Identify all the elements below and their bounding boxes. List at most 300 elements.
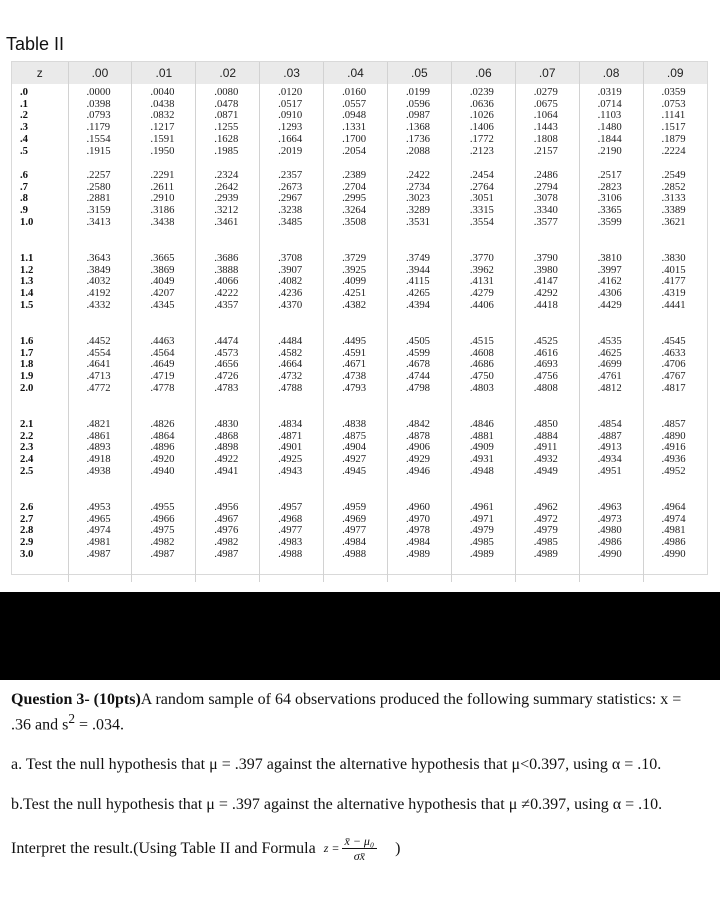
probability-value: .4945 (342, 464, 367, 477)
probability-value: .3106 (597, 192, 622, 205)
probability-value: .4767 (661, 370, 686, 383)
probability-value: .4842 (405, 418, 430, 430)
column-header: .06 (451, 62, 515, 84)
probability-value: .1255 (214, 121, 239, 134)
probability-value: .3365 (597, 204, 622, 217)
probability-value: .3461 (214, 215, 239, 228)
probability-value: .4495 (342, 335, 367, 347)
probability-value: .4986 (661, 536, 686, 549)
column-header: z (12, 62, 68, 84)
probability-value: .4474 (214, 335, 239, 347)
probability-value: .4929 (405, 453, 430, 466)
probability-value: .4162 (597, 275, 622, 288)
probability-value: .0040 (150, 86, 175, 98)
table-title: Table II (6, 34, 65, 54)
z-value: .0 (20, 86, 29, 98)
probability-value: .4772 (86, 381, 111, 394)
probability-value: .4987 (150, 547, 175, 560)
probability-value: .4671 (342, 358, 367, 371)
probability-value: .4976 (214, 524, 239, 537)
z-value: .5 (20, 144, 29, 157)
probability-value: .0596 (405, 97, 430, 110)
probability-value: .3264 (342, 204, 367, 217)
probability-cell (68, 84, 132, 167)
z-value-cell (12, 167, 68, 250)
probability-value: .1480 (597, 121, 622, 134)
z-value-cell (12, 416, 68, 499)
probability-value: .4916 (661, 441, 686, 454)
probability-value: .1026 (469, 109, 494, 122)
probability-cell (451, 167, 515, 250)
probability-cell (196, 333, 260, 416)
probability-value: .1700 (342, 132, 367, 145)
probability-cell (324, 167, 388, 250)
probability-cell (451, 250, 515, 333)
probability-value: .0987 (405, 109, 430, 122)
probability-value: .4968 (278, 512, 303, 525)
probability-value: .2257 (86, 169, 111, 181)
probability-value: .3413 (86, 215, 111, 228)
probability-value: .0557 (342, 97, 367, 110)
probability-value: .4878 (405, 429, 430, 442)
probability-cell (643, 84, 707, 167)
probability-value: .4938 (86, 464, 111, 477)
probability-value: .1331 (342, 121, 367, 134)
probability-value: .3621 (661, 215, 686, 228)
probability-value: .2794 (533, 180, 558, 193)
probability-value: .2422 (405, 169, 430, 181)
z-value: 2.6 (20, 501, 34, 513)
probability-cell (132, 167, 196, 250)
z-value: 1.7 (20, 346, 34, 359)
probability-cell (132, 84, 196, 167)
probability-value: .4750 (469, 370, 494, 383)
probability-value: .1950 (150, 144, 175, 157)
probability-value: .2019 (278, 144, 303, 157)
probability-value: .4608 (469, 346, 494, 359)
probability-value: .4962 (533, 501, 558, 513)
part-a-text: a. Test the null hypothesis that μ = .397 against the alternative hypothesis that μ<0.397, using α = .10. (11, 756, 662, 774)
probability-cell (324, 84, 388, 167)
probability-value: .4957 (278, 501, 303, 513)
probability-value: .4932 (533, 453, 558, 466)
probability-cell (387, 250, 451, 333)
probability-value: .4394 (405, 298, 430, 311)
probability-value: .4761 (597, 370, 622, 383)
probability-value: .4783 (214, 381, 239, 394)
probability-cell (68, 250, 132, 333)
probability-value: .1064 (533, 109, 558, 122)
probability-value: .4982 (150, 536, 175, 549)
probability-value: .1368 (405, 121, 430, 134)
table-row-block (12, 499, 707, 582)
probability-value: .4936 (661, 453, 686, 466)
probability-value: .2454 (469, 169, 494, 181)
probability-value: .2734 (405, 180, 430, 193)
probability-cell (196, 84, 260, 167)
probability-cell (68, 333, 132, 416)
probability-value: .4726 (214, 370, 239, 383)
probability-value: .4989 (469, 547, 494, 560)
probability-value: .4959 (342, 501, 367, 513)
probability-value: .4838 (342, 418, 367, 430)
probability-value: .1443 (533, 121, 558, 134)
probability-value: .4875 (342, 429, 367, 442)
probability-value: .4931 (469, 453, 494, 466)
probability-value: .4980 (597, 524, 622, 537)
formula-lhs: z = (323, 841, 340, 856)
probability-value: .4911 (533, 441, 558, 454)
probability-value: .4913 (597, 441, 622, 454)
probability-value: .4966 (150, 512, 175, 525)
probability-value: .4147 (533, 275, 558, 288)
probability-value: .4941 (214, 464, 239, 477)
probability-value: .4625 (597, 346, 622, 359)
z-value: 1.6 (20, 335, 34, 347)
probability-value: .3315 (469, 204, 494, 217)
probability-value: .1141 (661, 109, 686, 122)
probability-value: .4960 (405, 501, 430, 513)
probability-value: .4582 (278, 346, 303, 359)
probability-value: .4984 (405, 536, 430, 549)
z-value: .4 (20, 132, 29, 145)
probability-value: .4864 (150, 429, 175, 442)
probability-value: .4192 (86, 287, 111, 300)
probability-cell (196, 499, 260, 582)
probability-value: .4798 (405, 381, 430, 394)
probability-value: .4418 (533, 298, 558, 311)
probability-value: .4983 (278, 536, 303, 549)
probability-value: .1844 (597, 132, 622, 145)
z-value: 1.2 (20, 263, 34, 276)
probability-value: .4990 (661, 547, 686, 560)
probability-value: .0832 (150, 109, 175, 122)
probability-value: .4896 (150, 441, 175, 454)
probability-value: .4920 (150, 453, 175, 466)
probability-cell (196, 167, 260, 250)
z-value: 1.8 (20, 358, 34, 371)
probability-value: .3554 (469, 215, 494, 228)
probability-value: .4713 (86, 370, 111, 383)
probability-value: .4989 (405, 547, 430, 560)
probability-value: .3531 (405, 215, 430, 228)
z-table-container (11, 61, 708, 575)
probability-value: .4927 (342, 453, 367, 466)
probability-value: .4985 (533, 536, 558, 549)
probability-value: .4345 (150, 298, 175, 311)
formula-fraction (342, 834, 378, 863)
probability-value: .3238 (278, 204, 303, 217)
probability-value: .3643 (86, 252, 111, 264)
probability-value: .3159 (86, 204, 111, 217)
z-value: 2.1 (20, 418, 34, 430)
table-row-block (12, 333, 707, 416)
probability-cell (196, 416, 260, 499)
probability-cell (515, 499, 579, 582)
probability-value: .4633 (661, 346, 686, 359)
probability-value: .4984 (342, 536, 367, 549)
probability-value: .2852 (661, 180, 686, 193)
probability-value: .4986 (597, 536, 622, 549)
probability-value: .3708 (278, 252, 303, 264)
z-value: 3.0 (20, 547, 34, 560)
z-value: .7 (20, 180, 29, 193)
probability-value: .4975 (150, 524, 175, 537)
probability-value: .2486 (533, 169, 558, 181)
probability-value: .3749 (405, 252, 430, 264)
probability-value: .4969 (342, 512, 367, 525)
probability-cell (132, 499, 196, 582)
probability-cell (132, 416, 196, 499)
probability-cell (387, 167, 451, 250)
probability-value: .4279 (469, 287, 494, 300)
probability-value: .4535 (597, 335, 622, 347)
z-value: 2.4 (20, 453, 34, 466)
probability-value: .4990 (597, 547, 622, 560)
z-value: .8 (20, 192, 29, 205)
z-value: 1.0 (20, 215, 34, 228)
probability-cell (579, 84, 643, 167)
probability-value: .1554 (86, 132, 111, 145)
probability-value: .4956 (214, 501, 239, 513)
probability-value: .4906 (405, 441, 430, 454)
probability-value: .4463 (150, 335, 175, 347)
question-intro-end: = .034. (75, 716, 125, 734)
probability-value: .3849 (86, 263, 111, 276)
probability-value: .4015 (661, 263, 686, 276)
probability-cell (260, 167, 324, 250)
probability-value: .1985 (214, 144, 239, 157)
probability-cell (515, 416, 579, 499)
probability-value: .4977 (342, 524, 367, 537)
probability-value: .4049 (150, 275, 175, 288)
probability-value: .4974 (661, 512, 686, 525)
probability-value: .3186 (150, 204, 175, 217)
probability-value: .2224 (661, 144, 686, 157)
probability-value: .4973 (597, 512, 622, 525)
probability-value: .4803 (469, 381, 494, 394)
probability-value: .2939 (214, 192, 239, 205)
probability-value: .4131 (469, 275, 494, 288)
probability-value: .4857 (661, 418, 686, 430)
probability-value: .2054 (342, 144, 367, 157)
probability-value: .4887 (597, 429, 622, 442)
column-header: .03 (260, 62, 324, 84)
probability-value: .4934 (597, 453, 622, 466)
probability-cell (451, 499, 515, 582)
probability-cell (324, 250, 388, 333)
probability-value: .4978 (405, 524, 430, 537)
probability-value: .4861 (86, 429, 111, 442)
probability-value: .4812 (597, 381, 622, 394)
probability-value: .4222 (214, 287, 239, 300)
probability-cell (196, 250, 260, 333)
z-table (12, 62, 707, 582)
probability-value: .4854 (597, 418, 622, 430)
probability-value: .4545 (661, 335, 686, 347)
table-row-block (12, 250, 707, 333)
probability-value: .4890 (661, 429, 686, 442)
probability-value: .3997 (597, 263, 622, 276)
probability-value: .3340 (533, 204, 558, 217)
probability-value: .2642 (214, 180, 239, 193)
probability-value: .0675 (533, 97, 558, 110)
probability-value: .0160 (342, 86, 367, 98)
column-header: .04 (324, 62, 388, 84)
probability-value: .4893 (86, 441, 111, 454)
probability-value: .4970 (405, 512, 430, 525)
probability-value: .1879 (661, 132, 686, 145)
z-value: 2.0 (20, 381, 34, 394)
probability-value: .2580 (86, 180, 111, 193)
probability-value: .4946 (405, 464, 430, 477)
probability-value: .4515 (469, 335, 494, 347)
probability-cell (643, 167, 707, 250)
probability-value: .1772 (469, 132, 494, 145)
probability-value: .4564 (150, 346, 175, 359)
probability-value: .4971 (469, 512, 494, 525)
question-intro (11, 690, 696, 734)
probability-value: .4943 (278, 464, 303, 477)
probability-value: .4846 (469, 418, 494, 430)
probability-cell (260, 250, 324, 333)
probability-cell (132, 333, 196, 416)
probability-value: .4830 (214, 418, 239, 430)
probability-value: .4987 (86, 547, 111, 560)
probability-value: .4817 (661, 381, 686, 394)
probability-value: .4066 (214, 275, 239, 288)
z-formula (324, 834, 377, 863)
probability-value: .4693 (533, 358, 558, 371)
z-value-cell (12, 84, 68, 167)
probability-value: .2088 (405, 144, 430, 157)
probability-value: .4961 (469, 501, 494, 513)
probability-value: .3944 (405, 263, 430, 276)
probability-value: .4265 (405, 287, 430, 300)
probability-value: .0239 (469, 86, 494, 98)
probability-value: .4850 (533, 418, 558, 430)
probability-cell (68, 499, 132, 582)
probability-value: .2190 (597, 144, 622, 157)
probability-cell (643, 250, 707, 333)
probability-value: .4441 (661, 298, 686, 311)
probability-value: .0910 (278, 109, 303, 122)
z-value: .6 (20, 169, 29, 181)
probability-value: .4963 (597, 501, 622, 513)
probability-value: .2995 (342, 192, 367, 205)
column-header: .09 (643, 62, 707, 84)
probability-value: .3980 (533, 263, 558, 276)
probability-cell (68, 167, 132, 250)
probability-cell (643, 499, 707, 582)
probability-value: .4332 (86, 298, 111, 311)
z-table-header-row (12, 62, 707, 84)
question-intro-text: A random sample of 64 observations produced the following summary statistics: x = .36 and s (11, 691, 682, 734)
probability-value: .4554 (86, 346, 111, 359)
probability-value: .1664 (278, 132, 303, 145)
probability-value: .4357 (214, 298, 239, 311)
probability-value: .2881 (86, 192, 111, 205)
z-value: .1 (20, 97, 29, 110)
probability-value: .4981 (86, 536, 111, 549)
probability-value: .0478 (214, 97, 239, 110)
probability-value: .0359 (661, 86, 686, 98)
probability-value: .0517 (278, 97, 303, 110)
probability-value: .4918 (86, 453, 111, 466)
probability-value: .2123 (469, 144, 494, 157)
probability-value: .2764 (469, 180, 494, 193)
probability-cell (579, 416, 643, 499)
probability-value: .4974 (86, 524, 111, 537)
probability-value: .3023 (405, 192, 430, 205)
probability-value: .4292 (533, 287, 558, 300)
probability-value: .3665 (150, 252, 175, 264)
probability-value: .2389 (342, 169, 367, 181)
probability-value: .4987 (214, 547, 239, 560)
probability-value: .3770 (469, 252, 494, 264)
closing-paren: ) (395, 840, 401, 858)
z-value: 2.9 (20, 536, 34, 549)
probability-value: .3133 (661, 192, 686, 205)
probability-cell (387, 84, 451, 167)
column-header: .00 (68, 62, 132, 84)
probability-value: .4099 (342, 275, 367, 288)
probability-value: .3577 (533, 215, 558, 228)
probability-cell (260, 84, 324, 167)
probability-value: .3869 (150, 263, 175, 276)
probability-value: .4115 (405, 275, 430, 288)
probability-value: .4925 (278, 453, 303, 466)
probability-cell (643, 416, 707, 499)
probability-value: .4370 (278, 298, 303, 311)
probability-value: .0080 (214, 86, 239, 98)
probability-value: .4686 (469, 358, 494, 371)
probability-value: .2910 (150, 192, 175, 205)
z-value: 2.8 (20, 524, 34, 537)
probability-value: .4977 (278, 524, 303, 537)
probability-value: .3790 (533, 252, 558, 264)
table-row-block (12, 167, 707, 250)
part-b-text: b.Test the null hypothesis that μ = .397 against the alternative hypothesis that μ ≠0.397, using α = .10. (11, 796, 663, 814)
probability-value: .2291 (150, 169, 175, 181)
probability-value: .1736 (405, 132, 430, 145)
probability-value: .3925 (342, 263, 367, 276)
probability-cell (579, 333, 643, 416)
probability-value: .3289 (405, 204, 430, 217)
z-value: 2.2 (20, 429, 34, 442)
probability-value: .0948 (342, 109, 367, 122)
probability-value: .4988 (342, 547, 367, 560)
probability-value: .2324 (214, 169, 239, 181)
probability-value: .4965 (86, 512, 111, 525)
probability-value: .3508 (342, 215, 367, 228)
probability-cell (387, 333, 451, 416)
probability-value: .4744 (405, 370, 430, 383)
probability-value: .4981 (661, 524, 686, 537)
probability-cell (515, 333, 579, 416)
probability-value: .4953 (86, 501, 111, 513)
question-block (11, 690, 696, 863)
probability-value: .4236 (278, 287, 303, 300)
probability-value: .4821 (86, 418, 111, 430)
probability-value: .4306 (597, 287, 622, 300)
probability-value: .4732 (278, 370, 303, 383)
probability-value: .1808 (533, 132, 558, 145)
probability-value: .3485 (278, 215, 303, 228)
probability-value: .4082 (278, 275, 303, 288)
probability-cell (515, 250, 579, 333)
probability-cell (451, 416, 515, 499)
